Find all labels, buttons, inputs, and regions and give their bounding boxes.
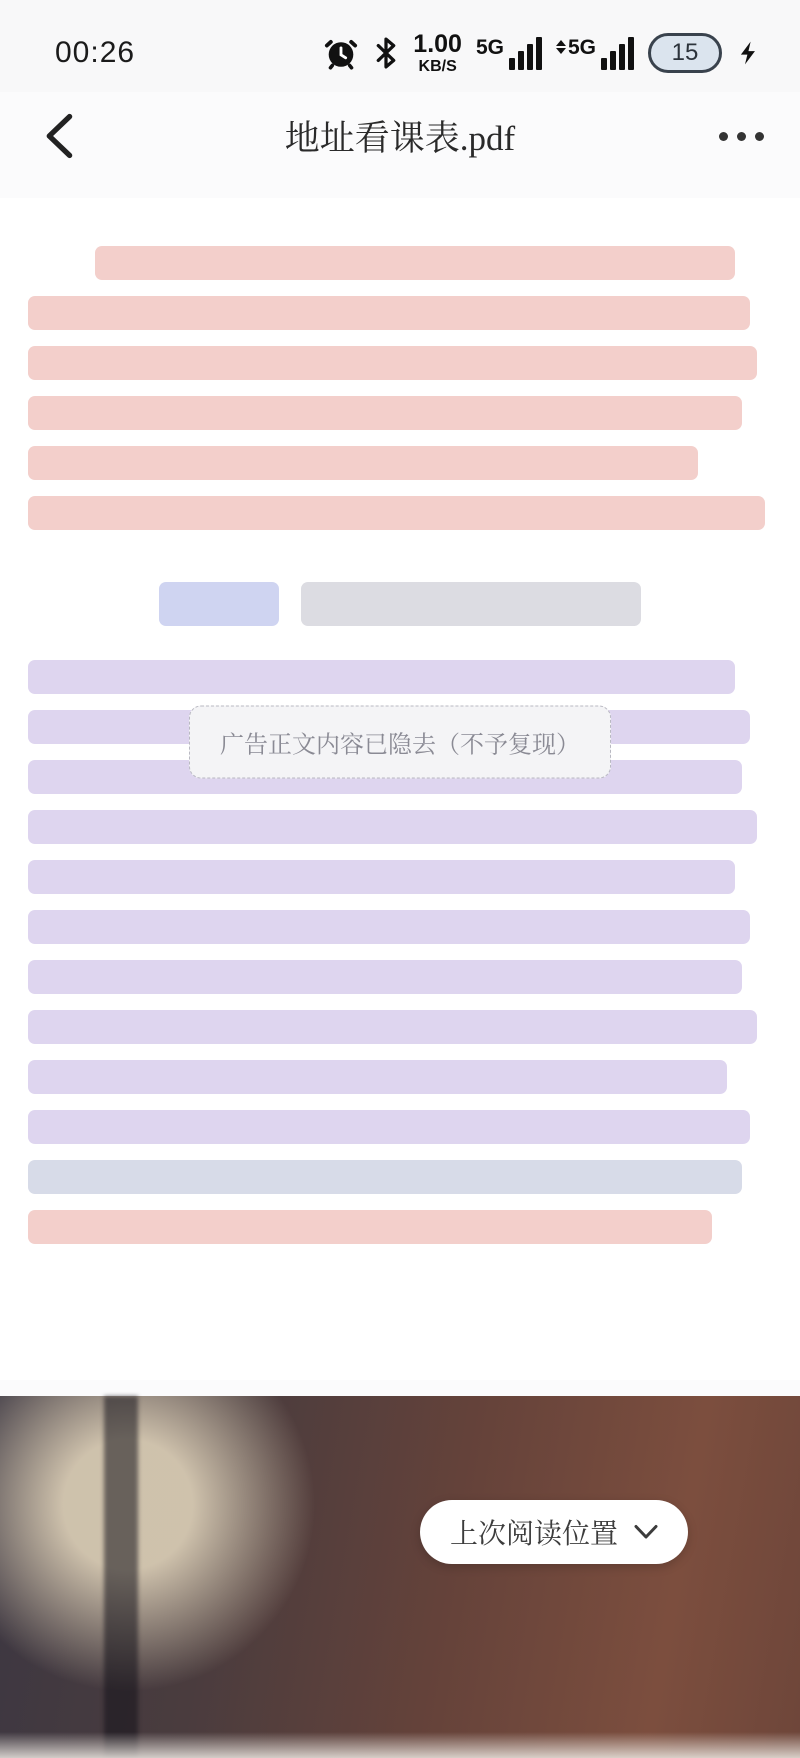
redacted-text-line xyxy=(28,296,750,330)
redacted-text-line xyxy=(28,346,757,380)
network-speed xyxy=(413,29,462,75)
redacted-heading-row xyxy=(28,582,772,626)
data-arrows-icon xyxy=(556,40,566,54)
network-speed-value: 1.00 xyxy=(413,29,462,58)
embedded-photo-placeholder xyxy=(0,1396,800,1758)
redacted-text-line xyxy=(28,960,742,994)
redacted-heading xyxy=(301,582,641,626)
redacted-text-line xyxy=(28,910,750,944)
battery-level: 15 xyxy=(671,39,699,66)
redacted-text-line xyxy=(28,660,735,694)
battery-indicator xyxy=(648,33,722,73)
pdf-viewer-toolbar xyxy=(0,92,800,180)
back-button[interactable] xyxy=(34,111,84,161)
redacted-text-line xyxy=(28,1110,750,1144)
network-speed-unit: KB/S xyxy=(418,57,457,75)
redacted-text-line xyxy=(28,1010,757,1044)
redacted-text-line xyxy=(28,496,765,530)
last-read-label: 上次阅读位置 xyxy=(449,1518,618,1549)
last-read-position-button[interactable] xyxy=(420,1500,688,1564)
redacted-text-line xyxy=(28,810,757,844)
redacted-heading xyxy=(159,582,279,626)
chevron-down-icon xyxy=(634,1524,658,1540)
redacted-text-line xyxy=(28,396,742,430)
signal-sim1-icon: 5G xyxy=(476,37,542,70)
more-options-button[interactable] xyxy=(717,122,766,151)
redacted-text-line xyxy=(28,1210,712,1244)
alarm-icon xyxy=(323,35,359,71)
redaction-notice: 广告正文内容已隐去（不予复现） xyxy=(189,705,611,778)
pdf-page xyxy=(0,198,800,1380)
signal-sim2-icon: 5G xyxy=(556,37,634,70)
status-bar xyxy=(0,0,800,92)
bluetooth-icon xyxy=(373,36,399,70)
redacted-text-line xyxy=(28,446,698,480)
document-title: 地址看课表.pdf xyxy=(284,119,516,158)
redacted-text-line xyxy=(28,860,735,894)
status-icons xyxy=(323,29,762,75)
redacted-text-line xyxy=(95,246,735,280)
redacted-text-line xyxy=(28,1160,742,1194)
redacted-text-line xyxy=(28,1060,727,1094)
charging-bolt-icon xyxy=(736,36,762,70)
clock-time: 00:26 xyxy=(55,36,136,69)
